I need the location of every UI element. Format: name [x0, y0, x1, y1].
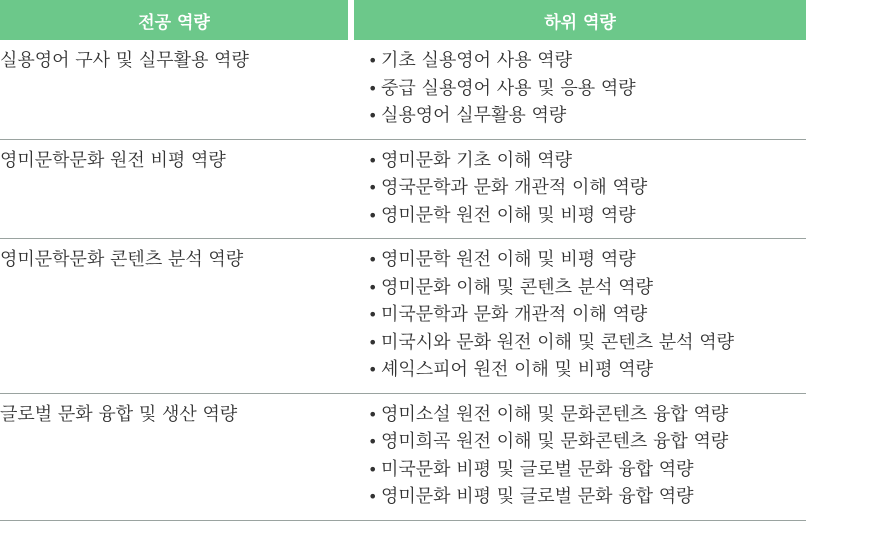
list-item: • 영미희곡 원전 이해 및 문화콘텐츠 융합 역량: [368, 428, 806, 456]
header-sub-competency: 하위 역량: [354, 0, 806, 40]
bullet-icon: •: [368, 360, 378, 379]
table-row: [0, 140, 806, 240]
bullet-icon: •: [368, 205, 378, 225]
bullet-icon: •: [368, 250, 378, 269]
bullet-icon: •: [368, 432, 378, 451]
list-item: • 영미소설 원전 이해 및 문화콘텐츠 융합 역량: [368, 401, 806, 429]
list-item: • 실용영어 실무활용 역량: [368, 102, 806, 130]
table-row: [0, 394, 806, 521]
header-major-competency: 전공 역량: [0, 0, 348, 40]
bullet-icon: •: [368, 277, 378, 297]
list-item: • 영국문학과 문화 개관적 이해 역량: [368, 174, 806, 202]
table-row: [0, 239, 806, 394]
bullet-icon: •: [368, 459, 378, 479]
bullet-icon: •: [368, 78, 378, 98]
bullet-icon: •: [368, 51, 378, 70]
list-item: • 셰익스피어 원전 이해 및 비평 역량: [368, 356, 806, 384]
sub-competency-list: [354, 394, 806, 520]
major-competency-cell: 영미문학문화 콘텐츠 분석 역량: [0, 249, 244, 270]
bullet-icon: •: [368, 178, 378, 197]
bullet-icon: •: [368, 305, 378, 324]
sub-competency-list: [354, 40, 806, 139]
major-competency-cell: 영미문학문화 원전 비평 역량: [0, 149, 226, 171]
table-row: [0, 40, 806, 140]
major-competency-cell: 글로벌 문화 융합 및 생산 역량: [0, 403, 238, 425]
bullet-icon: •: [368, 106, 378, 125]
list-item: • 기초 실용영어 사용 역량: [368, 47, 806, 75]
major-competency-cell: 실용영어 구사 및 실무활용 역량: [0, 50, 249, 71]
bullet-icon: •: [368, 487, 378, 506]
list-item: • 영미문학 원전 이해 및 비평 역량: [368, 246, 806, 274]
list-item: • 영미문화 비평 및 글로벌 문화 융합 역량: [368, 483, 806, 511]
bullet-icon: •: [368, 404, 378, 424]
list-item: • 미국문화 비평 및 글로벌 문화 융합 역량: [368, 456, 806, 484]
list-item: • 영미문학 원전 이해 및 비평 역량: [368, 202, 806, 230]
list-item: • 영미문화 기초 이해 역량: [368, 147, 806, 175]
sub-competency-list: [354, 140, 806, 239]
list-item: • 미국문학과 문화 개관적 이해 역량: [368, 301, 806, 329]
table-header: [0, 0, 806, 40]
sub-competency-list: [354, 239, 806, 393]
bullet-icon: •: [368, 150, 378, 170]
list-item: • 미국시와 문화 원전 이해 및 콘텐츠 분석 역량: [368, 329, 806, 357]
list-item: • 영미문화 이해 및 콘텐츠 분석 역량: [368, 274, 806, 302]
list-item: • 중급 실용영어 사용 및 응용 역량: [368, 75, 806, 103]
bullet-icon: •: [368, 332, 378, 352]
